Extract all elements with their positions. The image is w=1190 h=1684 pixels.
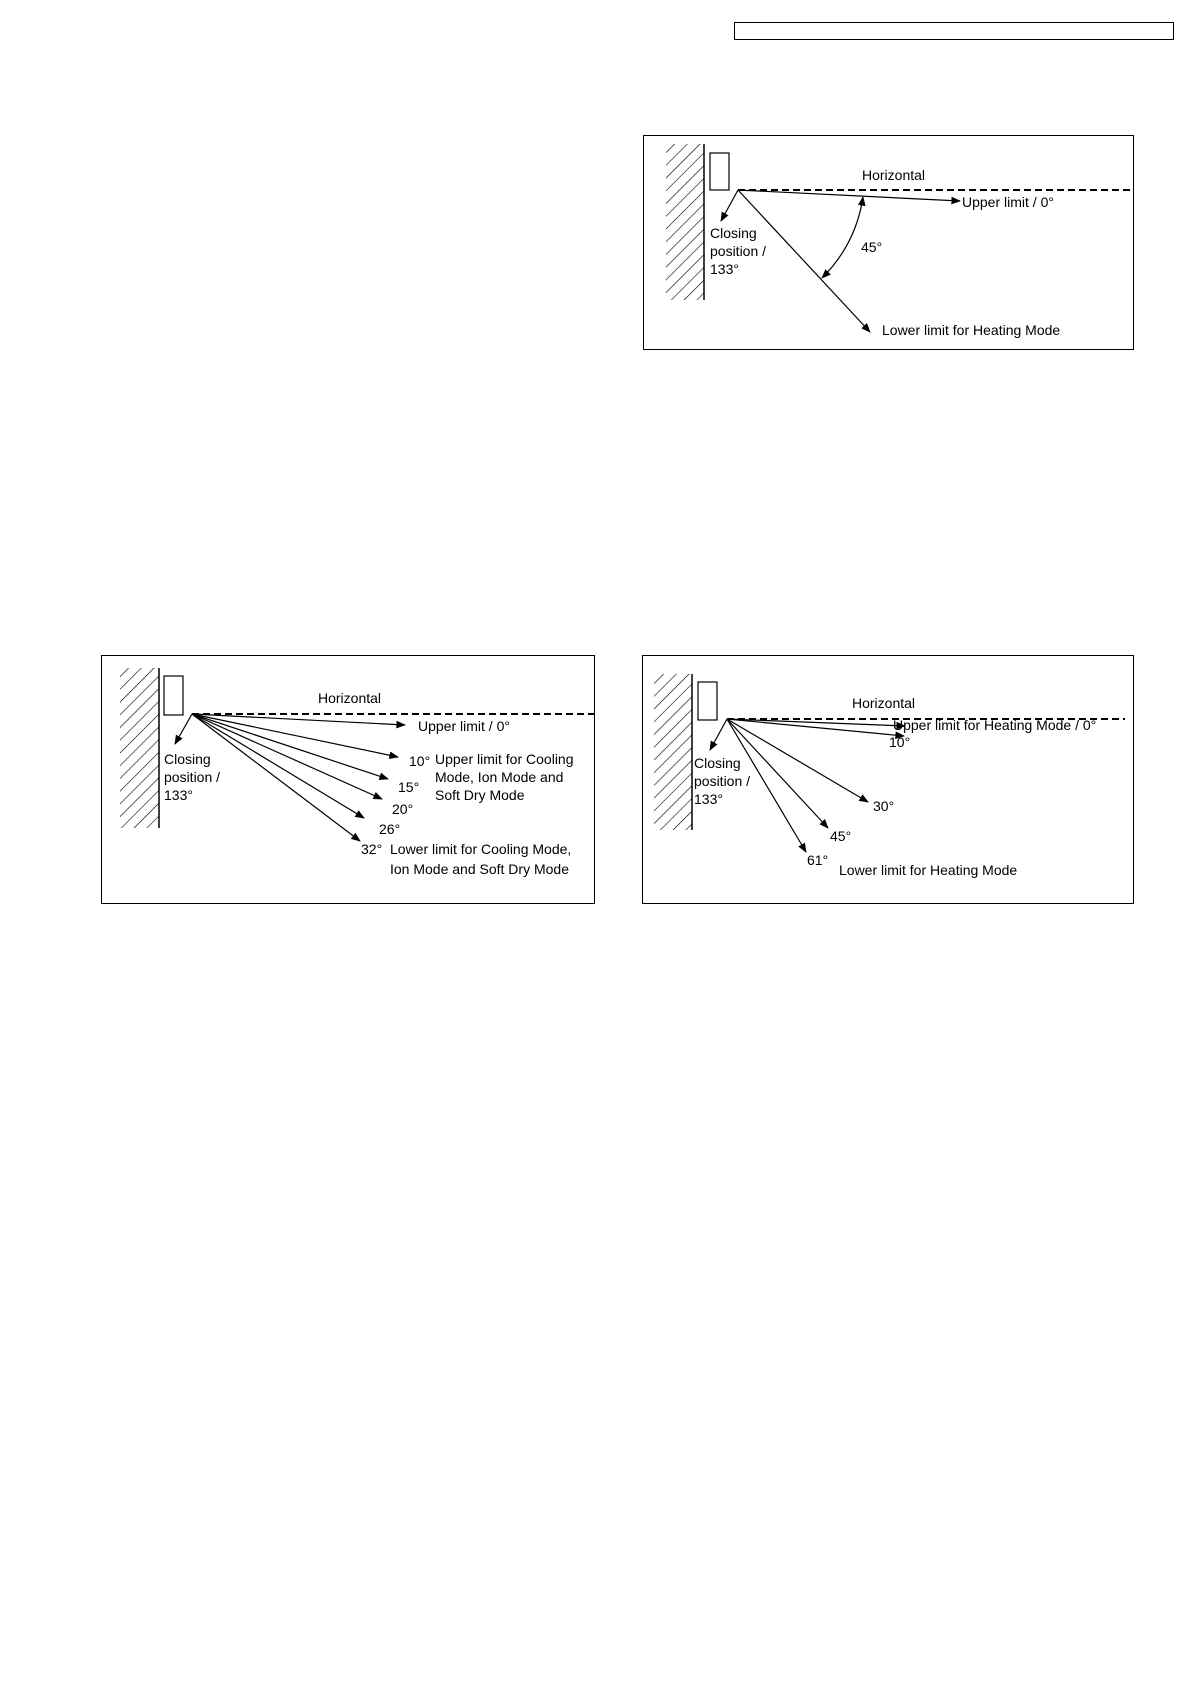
angle-label: 45° [861,239,883,255]
lower-limit-label: Lower limit for Heating Mode [882,322,1061,338]
wall-hatch [120,668,159,828]
closing-arrow [710,719,727,750]
upper-limit-arrow [192,714,405,725]
closing-label-line1: Closing [694,755,741,771]
angle-arc [822,197,863,278]
upper-limit-arrow [738,190,960,201]
cooling-louver-diagram [101,655,595,904]
upper-limit-arrow [727,719,905,726]
closing-arrow [721,190,738,221]
upper-limit-label: Upper limit / 0° [962,194,1054,210]
upper-limit-label: Upper limit / 0° [418,718,510,734]
arrow-10 [727,719,904,736]
angle-label-10: 10° [409,753,431,769]
header-box [734,22,1174,40]
closing-label-line3: 133° [164,787,193,803]
closing-label-line3: 133° [710,261,739,277]
angle-label-30: 30° [873,798,895,814]
lower-limit-arrow [738,190,870,332]
closing-label-line2: position / [710,243,767,259]
upper-cool-line1: Upper limit for Cooling [435,751,574,767]
arrow-10 [192,714,398,757]
arrow-30 [727,719,868,802]
closing-label-line2: position / [694,773,751,789]
lower-cool-line2: Ion Mode and Soft Dry Mode [390,861,569,877]
closing-label-line1: Closing [164,751,211,767]
lower-limit-label: Lower limit for Heating Mode [839,862,1018,878]
indoor-unit [164,676,183,715]
horizontal-label: Horizontal [862,167,926,183]
arrow-15 [192,714,388,779]
indoor-unit [710,153,729,190]
closing-label-line1: Closing [710,225,757,241]
closing-label-line2: position / [164,769,221,785]
heating-angles-diagram [642,655,1134,904]
angle-label-15: 15° [398,779,420,795]
horizontal-label: Horizontal [852,695,916,711]
angle-label-45: 45° [830,828,852,844]
angle-label-26: 26° [379,821,401,837]
upper-cool-line2: Mode, Ion Mode and [435,769,564,785]
arrow-26 [192,714,364,818]
wall-hatch [654,674,692,830]
upper-cool-line3: Soft Dry Mode [435,787,525,803]
lower-cool-line1: Lower limit for Cooling Mode, [390,841,572,857]
upper-limit-label: Upper limit for Heating Mode / 0° [893,717,1097,733]
angle-label-10: 10° [889,734,911,750]
wall-hatch [666,144,704,300]
angle-label-20: 20° [392,801,414,817]
closing-arrow [175,714,192,744]
indoor-unit [698,682,717,720]
horizontal-label: Horizontal [318,690,382,706]
angle-label-61: 61° [807,852,829,868]
closing-label-line3: 133° [694,791,723,807]
heating-louver-diagram [643,135,1134,350]
angle-label-32: 32° [361,841,383,857]
